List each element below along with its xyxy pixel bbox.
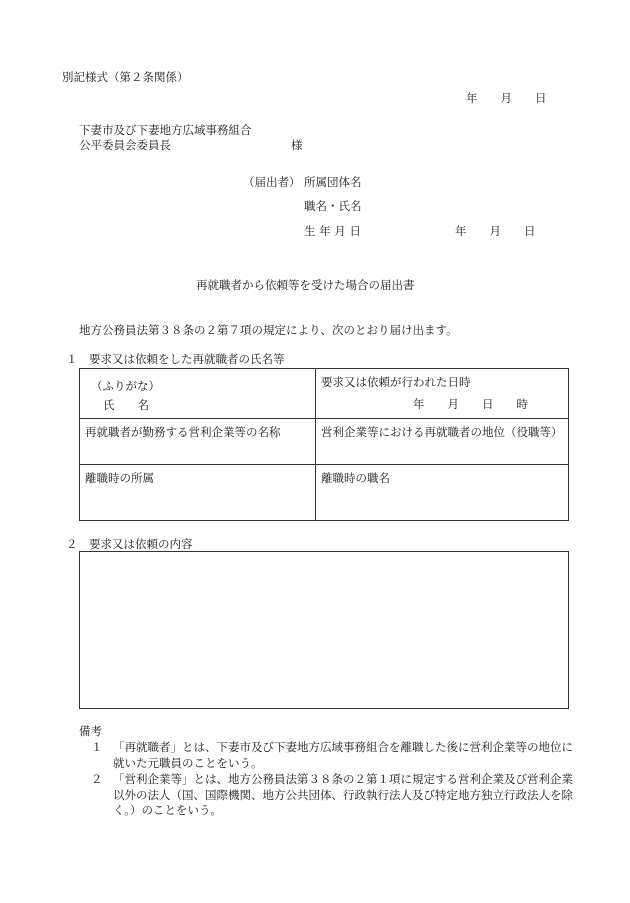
addressee-title: 公平委員会委員長 bbox=[79, 138, 171, 152]
name-label: 氏 名 bbox=[103, 397, 149, 412]
request-datetime-label: 要求又は依頼が行われた日時 bbox=[321, 375, 471, 389]
document-title: 再就職者から依頼等を受けた場合の届出書 bbox=[196, 278, 415, 292]
datetime-fields: 年 月 日 時 bbox=[413, 396, 528, 411]
company-name-label: 再就職者が勤務する営利企業等の名称 bbox=[85, 425, 281, 439]
remark-text: 「営利企業等」とは、地方公務員法第３８条の２第１項に規定する営利企業及び営利企業以外の法人（国、国際機関、地方公共団体、行政執行法人及び特定地方独立行政法人を除く。）のことをいう。 bbox=[113, 772, 573, 818]
dept-cell bbox=[80, 465, 316, 521]
remark-item bbox=[91, 772, 583, 820]
filer-dob-fields: 年 月 日 bbox=[455, 224, 536, 238]
remark-text: 「再就職者」とは、下妻市及び下妻地方広域事務組合を離職した後に営利企業等の地位に就いた元職員のことをいう。 bbox=[113, 740, 573, 770]
form-label: 別記様式（第２条関係） bbox=[62, 70, 189, 84]
filer-prefix: （届出者） bbox=[243, 175, 301, 189]
post-label: 離職時の職名 bbox=[321, 471, 390, 485]
date-line: 年 月 日 bbox=[466, 91, 547, 105]
name-cell bbox=[80, 369, 316, 419]
position-label: 営利企業等における再就職者の地位（役職等） bbox=[321, 425, 563, 439]
furigana-label: （ふりがな） bbox=[91, 379, 160, 393]
dept-label: 離職時の所属 bbox=[85, 471, 154, 485]
filer-dob-label: 生 年 月 日 bbox=[304, 224, 361, 238]
post-cell bbox=[316, 465, 569, 521]
section2-heading: ２ 要求又は依頼の内容 bbox=[66, 537, 193, 551]
addressee-honorific: 様 bbox=[291, 138, 303, 152]
info-table bbox=[79, 368, 569, 521]
remark-number: ２ bbox=[91, 772, 103, 786]
table-row bbox=[80, 369, 569, 419]
datetime-cell bbox=[316, 369, 569, 419]
addressee-org: 下妻市及び下妻地方広域事務組合 bbox=[79, 123, 252, 137]
table-row bbox=[80, 465, 569, 521]
table-row bbox=[80, 419, 569, 465]
intro-text: 地方公務員法第３８条の２第７項の規定により、次のとおり届け出ます。 bbox=[79, 323, 458, 337]
filer-org-label: 所属団体名 bbox=[304, 175, 362, 189]
position-cell bbox=[316, 419, 569, 465]
filer-name-label: 職名・氏名 bbox=[304, 199, 362, 213]
request-content-box bbox=[79, 551, 569, 709]
section1-heading: １ 要求又は依頼をした再就職者の氏名等 bbox=[66, 352, 285, 366]
remark-item bbox=[91, 740, 583, 772]
remarks-heading: 備考 bbox=[79, 724, 102, 738]
remark-number: １ bbox=[91, 740, 103, 754]
company-name-cell bbox=[80, 419, 316, 465]
